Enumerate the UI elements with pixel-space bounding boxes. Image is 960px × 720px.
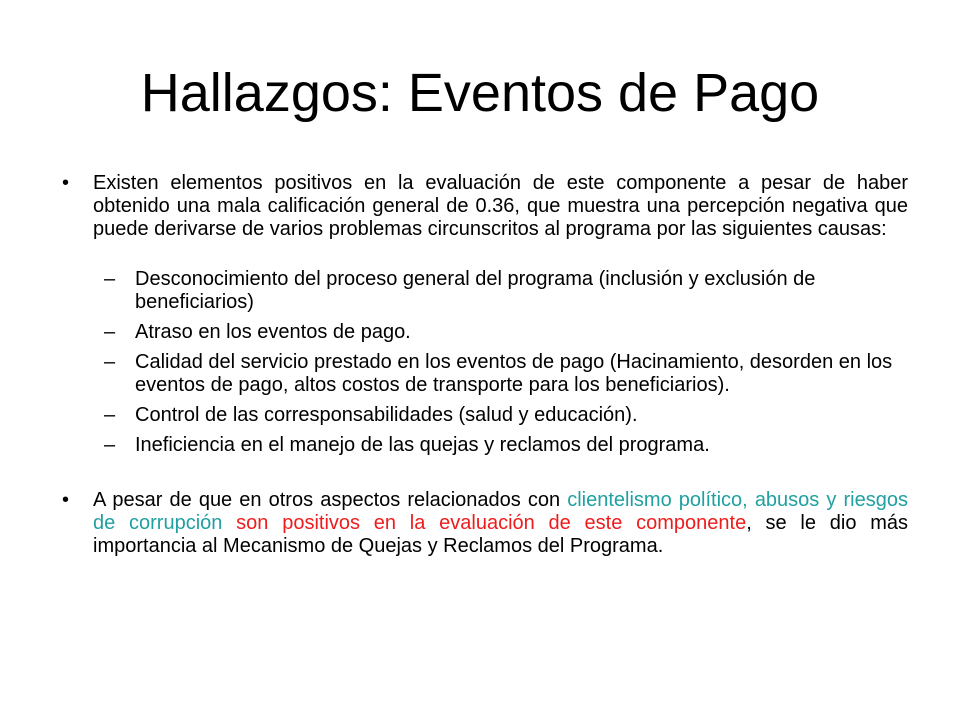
sub-list-item [104, 268, 908, 314]
dash-marker: – [104, 404, 116, 426]
sub-item-text: Desconocimiento del proceso general del programa (inclusión y exclusión de beneficiarios) [135, 268, 816, 313]
sub-list [104, 268, 908, 457]
sub-list-item [104, 321, 908, 344]
bullet-2-text-part-4: , se le dio más importancia al Mecanismo de Quejas y Reclamos del Programa. [93, 512, 909, 557]
slide-title: Hallazgos: Eventos de Pago [140, 63, 820, 123]
bullet-marker: • [62, 172, 70, 194]
sub-list-item [104, 351, 908, 397]
dash-marker: – [104, 434, 116, 456]
sub-item-text: Ineficiencia en el manejo de las quejas y reclamos del programa. [135, 434, 710, 456]
bullet-2-highlight-red: son positivos en la evaluación de este componente [222, 512, 747, 534]
bullet-marker: • [62, 489, 70, 511]
dash-marker: – [104, 268, 116, 290]
sub-list-item [104, 434, 908, 457]
dash-marker: – [104, 321, 116, 343]
bullet-item-2 [62, 489, 908, 558]
dash-marker: – [104, 351, 116, 373]
bullet-2-highlight-teal: clientelismo político, abusos y riesgos de corrupción [93, 489, 908, 534]
bullet-text-1: Existen elementos positivos en la evaluación de este componente a pesar de haber obtenido una mala calificación general de 0.36, que muestra una percepción negativa que puede derivarse de varios problemas circunscritos al programa por las siguientes causas: [93, 172, 908, 240]
sub-item-text: Atraso en los eventos de pago. [135, 321, 411, 343]
sub-item-text: Calidad del servicio prestado en los eventos de pago (Hacinamiento, desorden en los eventos de pago, altos costos de transporte para los beneficiarios). [135, 351, 893, 396]
bullet-text-2 [93, 489, 908, 557]
bullet-2-text-part-1: A pesar de que en otros aspectos relacionados con [93, 489, 568, 511]
bullet-item-1 [62, 172, 908, 241]
sub-item-text: Control de las corresponsabilidades (salud y educación). [135, 404, 638, 426]
slide-body [62, 172, 908, 558]
sub-list-item [104, 404, 908, 427]
